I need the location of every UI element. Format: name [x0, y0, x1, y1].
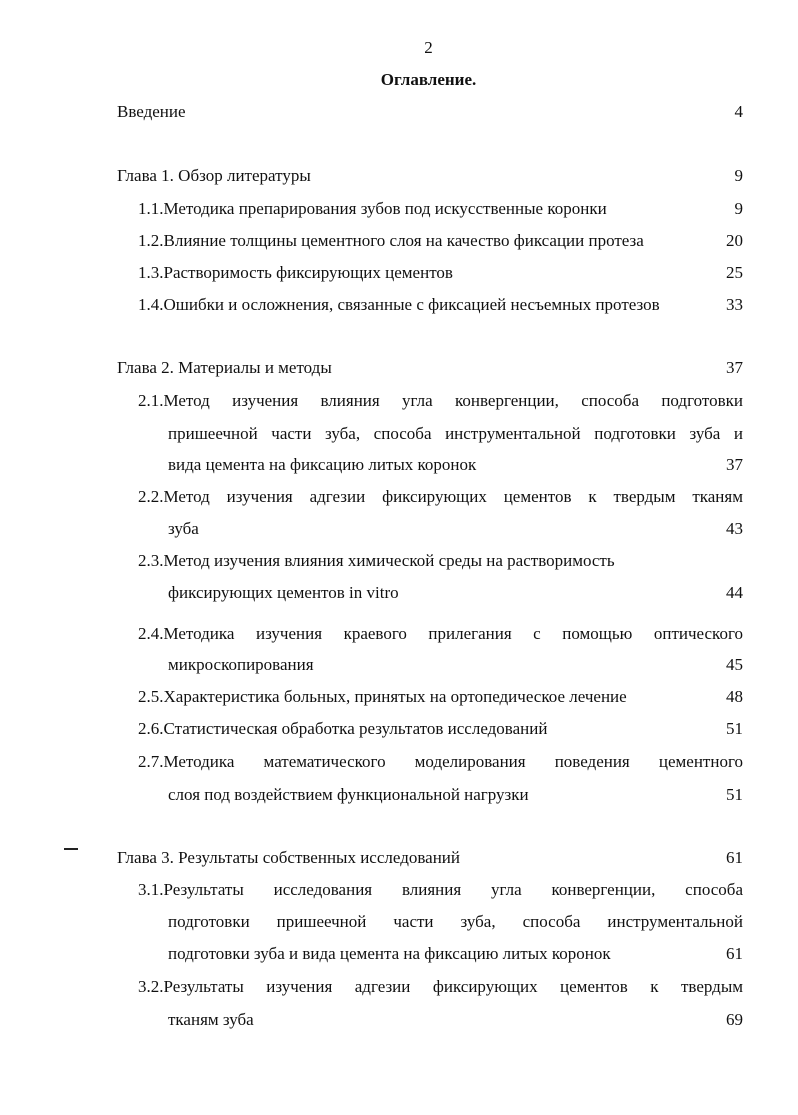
- toc-entry-page: 61: [726, 944, 743, 963]
- toc-entry-label-line: зуба: [168, 519, 199, 538]
- toc-entry-page: 9: [734, 199, 743, 218]
- toc-entry-label: Глава 3. Результаты собственных исследований: [117, 848, 460, 867]
- toc-entry-1-3[interactable]: [138, 263, 743, 283]
- toc-entry-2-1[interactable]: [138, 391, 743, 411]
- page-number: 2: [424, 38, 433, 57]
- toc-entry-2-4-cont: [168, 655, 743, 675]
- toc-entry-3-2[interactable]: [138, 977, 743, 997]
- toc-entry-page: 61: [726, 848, 743, 867]
- toc-entry-label-line: микроскопирования: [168, 655, 314, 674]
- toc-entry-2-3[interactable]: [138, 551, 743, 571]
- toc-entry-1-4[interactable]: [138, 295, 743, 315]
- toc-entry-page: 43: [726, 519, 743, 538]
- toc-entry-page: 45: [726, 655, 743, 674]
- toc-entry-label-line: слоя под воздействием функциональной нагрузки: [168, 785, 529, 804]
- toc-entry-page: 48: [726, 687, 743, 706]
- toc-entry-3-1-cont: [168, 912, 743, 932]
- toc-entry-label-line: 2.7.Методика математического моделирования поведения цементного: [138, 752, 743, 771]
- toc-entry-chapter-3[interactable]: [117, 848, 743, 868]
- toc-entry-label-line: тканям зуба: [168, 1010, 254, 1029]
- toc-entry-page: 51: [726, 719, 743, 738]
- toc-entry-1-2[interactable]: [138, 231, 743, 251]
- toc-entry-2-1-cont: [168, 455, 743, 475]
- toc-entry-page: 69: [726, 1010, 743, 1029]
- toc-entry-2-1-cont: [168, 424, 743, 444]
- toc-entry-label: 1.1.Методика препарирования зубов под искусственные коронки: [138, 199, 607, 218]
- toc-entry-label: Глава 2. Материалы и методы: [117, 358, 332, 377]
- toc-entry-chapter-2[interactable]: [117, 358, 743, 378]
- toc-entry-2-7[interactable]: [138, 752, 743, 772]
- toc-entry-2-5[interactable]: [138, 687, 743, 707]
- toc-entry-intro[interactable]: [117, 102, 743, 122]
- toc-entry-label-line: подготовки пришеечной части зуба, способа инструментальной: [168, 912, 743, 931]
- toc-entry-label-line: 3.2.Результаты изучения адгезии фиксирующих цементов к твердым: [138, 977, 743, 996]
- toc-entry-label-line: 2.4.Методика изучения краевого прилегания с помощью оптического: [138, 624, 743, 643]
- toc-entry-page: 4: [734, 102, 743, 121]
- toc-entry-label: 2.5.Характеристика больных, принятых на ортопедическое лечение: [138, 687, 627, 706]
- toc-entry-page: 37: [726, 358, 743, 377]
- toc-entry-page: 25: [726, 263, 743, 282]
- toc-entry-label-line: 3.1.Результаты исследования влияния угла конвергенции, способа: [138, 880, 743, 899]
- toc-entry-label: 1.4.Ошибки и осложнения, связанные с фиксацией несъемных протезов: [138, 295, 660, 314]
- toc-entry-page: 9: [734, 166, 743, 185]
- toc-entry-page: 20: [726, 231, 743, 250]
- toc-entry-label-line: вида цемента на фиксацию литых коронок: [168, 455, 477, 474]
- toc-entry-label: Введение: [117, 102, 186, 121]
- toc-title: Оглавление.: [380, 70, 477, 89]
- toc-entry-3-2-cont: [168, 1010, 743, 1030]
- toc-entry-label-line: подготовки зуба и вида цемента на фиксацию литых коронок: [168, 944, 611, 963]
- toc-entry-label: 2.6.Статистическая обработка результатов исследований: [138, 719, 548, 738]
- toc-entry-page: 44: [726, 583, 743, 602]
- toc-entry-label-line: 2.1.Метод изучения влияния угла конвергенции, способа подготовки: [138, 391, 743, 410]
- toc-entry-chapter-1[interactable]: [117, 166, 743, 186]
- toc-entry-label: 1.3.Растворимость фиксирующих цементов: [138, 263, 453, 282]
- toc-entry-3-1[interactable]: [138, 880, 743, 900]
- toc-entry-page: 33: [726, 295, 743, 314]
- toc-entry-label-line: фиксирующих цементов in vitro: [168, 583, 399, 602]
- toc-entry-2-7-cont: [168, 785, 743, 805]
- toc-entry-2-3-cont: [168, 583, 743, 603]
- toc-entry-2-2-cont: [168, 519, 743, 539]
- toc-entry-label-line: пришеечной части зуба, способа инструментальной подготовки зуба и: [168, 424, 743, 443]
- toc-entry-page: 37: [726, 455, 743, 474]
- toc-entry-label-line: 2.2.Метод изучения адгезии фиксирующих цементов к твердым тканям: [138, 487, 743, 506]
- toc-entry-label-line: 2.3.Метод изучения влияния химической среды на растворимость: [138, 551, 615, 570]
- toc-entry-page: 51: [726, 785, 743, 804]
- toc-entry-3-1-cont: [168, 944, 743, 964]
- toc-entry-2-6[interactable]: [138, 719, 743, 739]
- toc-entry-label: 1.2.Влияние толщины цементного слоя на качество фиксации протеза: [138, 231, 644, 250]
- margin-dash-mark: [64, 848, 78, 850]
- toc-entry-2-4[interactable]: [138, 624, 743, 644]
- toc-entry-2-2[interactable]: [138, 487, 743, 507]
- toc-entry-label: Глава 1. Обзор литературы: [117, 166, 311, 185]
- toc-entry-1-1[interactable]: [138, 199, 743, 219]
